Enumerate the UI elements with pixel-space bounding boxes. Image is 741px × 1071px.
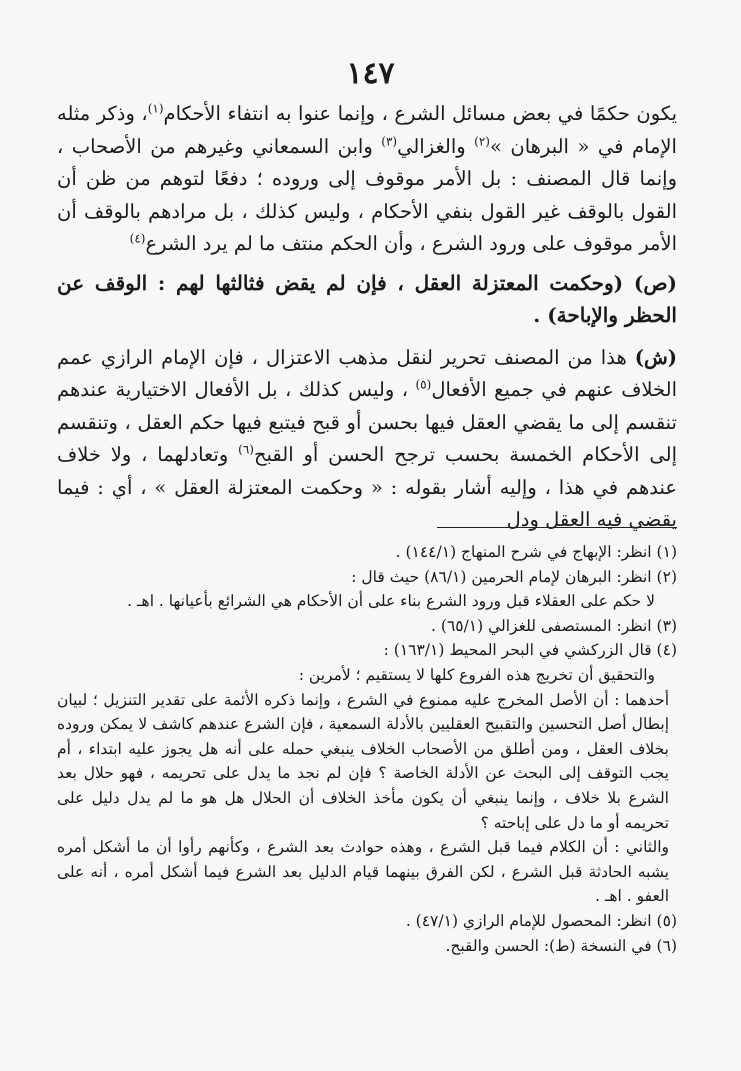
footnotes <box>57 540 677 958</box>
footnote-ref-2[interactable]: (٢) <box>474 134 490 148</box>
footnote-4 <box>57 638 677 663</box>
footnote-ref-6[interactable]: (٦) <box>238 442 254 457</box>
main-text <box>57 98 677 543</box>
matn-text: (وحكمت المعتزلة العقل ، فإن لم يقض فثالثها لهم : الوقف عن الحظر والإباحة) . <box>57 270 677 327</box>
text-segment: والغزالي <box>397 134 475 158</box>
footnote-divider <box>437 527 677 528</box>
footnote-ref-1[interactable]: (١) <box>147 101 164 116</box>
footnote-6 <box>57 934 677 959</box>
text-segment: وتعادلهما ، ولا خلاف عندهم في هذا ، وإليه أشار بقوله : « وحكمت المعتزلة العقل » ، أي : فيما يقضي فيه العقل ودل <box>57 443 677 531</box>
text-segment: ، وذكر مثله الإمام في « البرهان » <box>57 102 677 158</box>
footnote-text: في النسخة (ط): الحسن والقبح. <box>445 936 652 955</box>
footnote-quote: والتحقيق أن تخريج هذه الفروع كلها لا يستقيم ؛ لأمرين : <box>298 665 655 684</box>
footnote-number: (٥) <box>656 911 677 930</box>
footnote-text: انظر: الإبهاج في شرح المنهاج (١٤٤/١) . <box>395 543 652 561</box>
footnote-number: (٢) <box>656 567 677 586</box>
footnote-number: (٦) <box>656 936 677 955</box>
text-segment: ، وليس كذلك ، بل الأفعال الاختيارية عندهم تنقسم إلى ما يقضي العقل فيها بحسن أو قبح فيتبع فيها حكم العقل ، وتنقسم إلى الأحكام الخمسة بحسب ترجح الحسن أو القبح <box>57 378 677 466</box>
footnote-text: انظر: المحصول للإمام الرازي (٤٧/١) . <box>405 911 652 930</box>
footnote-ref-4[interactable]: (٤) <box>129 231 146 246</box>
footnote-5 <box>57 909 677 934</box>
footnote-number: (٣) <box>656 616 677 635</box>
page-number: ١٤٧ <box>346 56 395 91</box>
footnote-quote: لا حكم على العقلاء قبل ورود الشرع بناء على أن الأحكام هي الشرائع بأعيانها . اهـ . <box>127 592 655 611</box>
sharh-marker: (ش) <box>634 345 677 369</box>
text-segment: هذا من المصنف تحرير لنقل مذهب الاعتزال ، فإن الإمام الرازي عمم الخلاف عنهم في جميع الأفعال <box>57 345 677 401</box>
footnote-ref-3[interactable]: (٣) <box>381 134 398 148</box>
matn-marker: (ص) <box>633 270 677 295</box>
footnote-2 <box>57 565 677 590</box>
footnote-number: (١) <box>656 543 677 561</box>
sharh-paragraph-1 <box>57 98 677 261</box>
footnote-text: انظر: البرهان لإمام الحرمين (٨٦/١) حيث قال : <box>351 567 652 586</box>
footnote-text: قال الزركشي في البحر المحيط (١٦٣/١) : <box>383 641 652 660</box>
footnote-1 <box>57 540 677 565</box>
footnote-quote: أحدهما : أن الأصل المخرج عليه ممنوع في الشرع ، وإنما ذكره الأئمة على تقدير التنزيل ؛ لبيان إبطال أصل التحسين والتقبيح العقليين بالأدلة السمعية ، فإن الشرع عندهم كاشف لا يمكن وروده بخلاف العقل ، ومن أطلق من الأصحاب الخلاف ينبغي حمله على أنه هل يجوز عليه ابتداء ، أم يجب التوقف إلى البحث عن الأدلة الخاصة ؟ فإن لم نجد ما يدل على تحريمه ، فهو حلال بعد الشرع بلا خلاف ، وإنما ينبغي أن يكون مأخذ الخلاف أن الحلال هل هو ما لم يدل دليل على تحريمه أو ما دل على إباحته ؟ <box>57 690 669 832</box>
footnote-number: (٤) <box>656 641 677 660</box>
text-segment: يكون حكمًا في بعض مسائل الشرع ، وإنما عنوا به انتفاء الأحكام <box>163 102 678 125</box>
matn-paragraph <box>57 267 677 332</box>
footnote-3 <box>57 614 677 639</box>
text-segment: وابن السمعاني وغيرهم من الأصحاب ، وإنما قال المصنف : بل الأمر موقوف إلى وروده ؛ دفعًا لتوهم من ظن أن القول بالوقف غير القول بنفي الأحكام ، وليس كذلك ، بل مرادهم بالوقف أن الأمر موقوف على ورود الشرع ، وأن الحكم منتف ما لم يرد الشرع <box>57 134 677 255</box>
footnote-quote: والثاني : أن الكلام فيما قبل الشرع ، وهذه حوادث بعد الشرع ، وكأنهم رأوا أن ما أشكل أمره يشبه الحادثة قبل الشرع ، لكن الفرق بينهما قيام الدليل بعد الشرع فيما أشكل أمره ، أنه على العفو . اهـ . <box>57 838 669 906</box>
sharh-paragraph-2 <box>57 342 677 537</box>
footnote-text: انظر: المستصفى للغزالي (٦٥/١) . <box>431 616 652 635</box>
footnote-ref-5[interactable]: (٥) <box>415 377 432 392</box>
